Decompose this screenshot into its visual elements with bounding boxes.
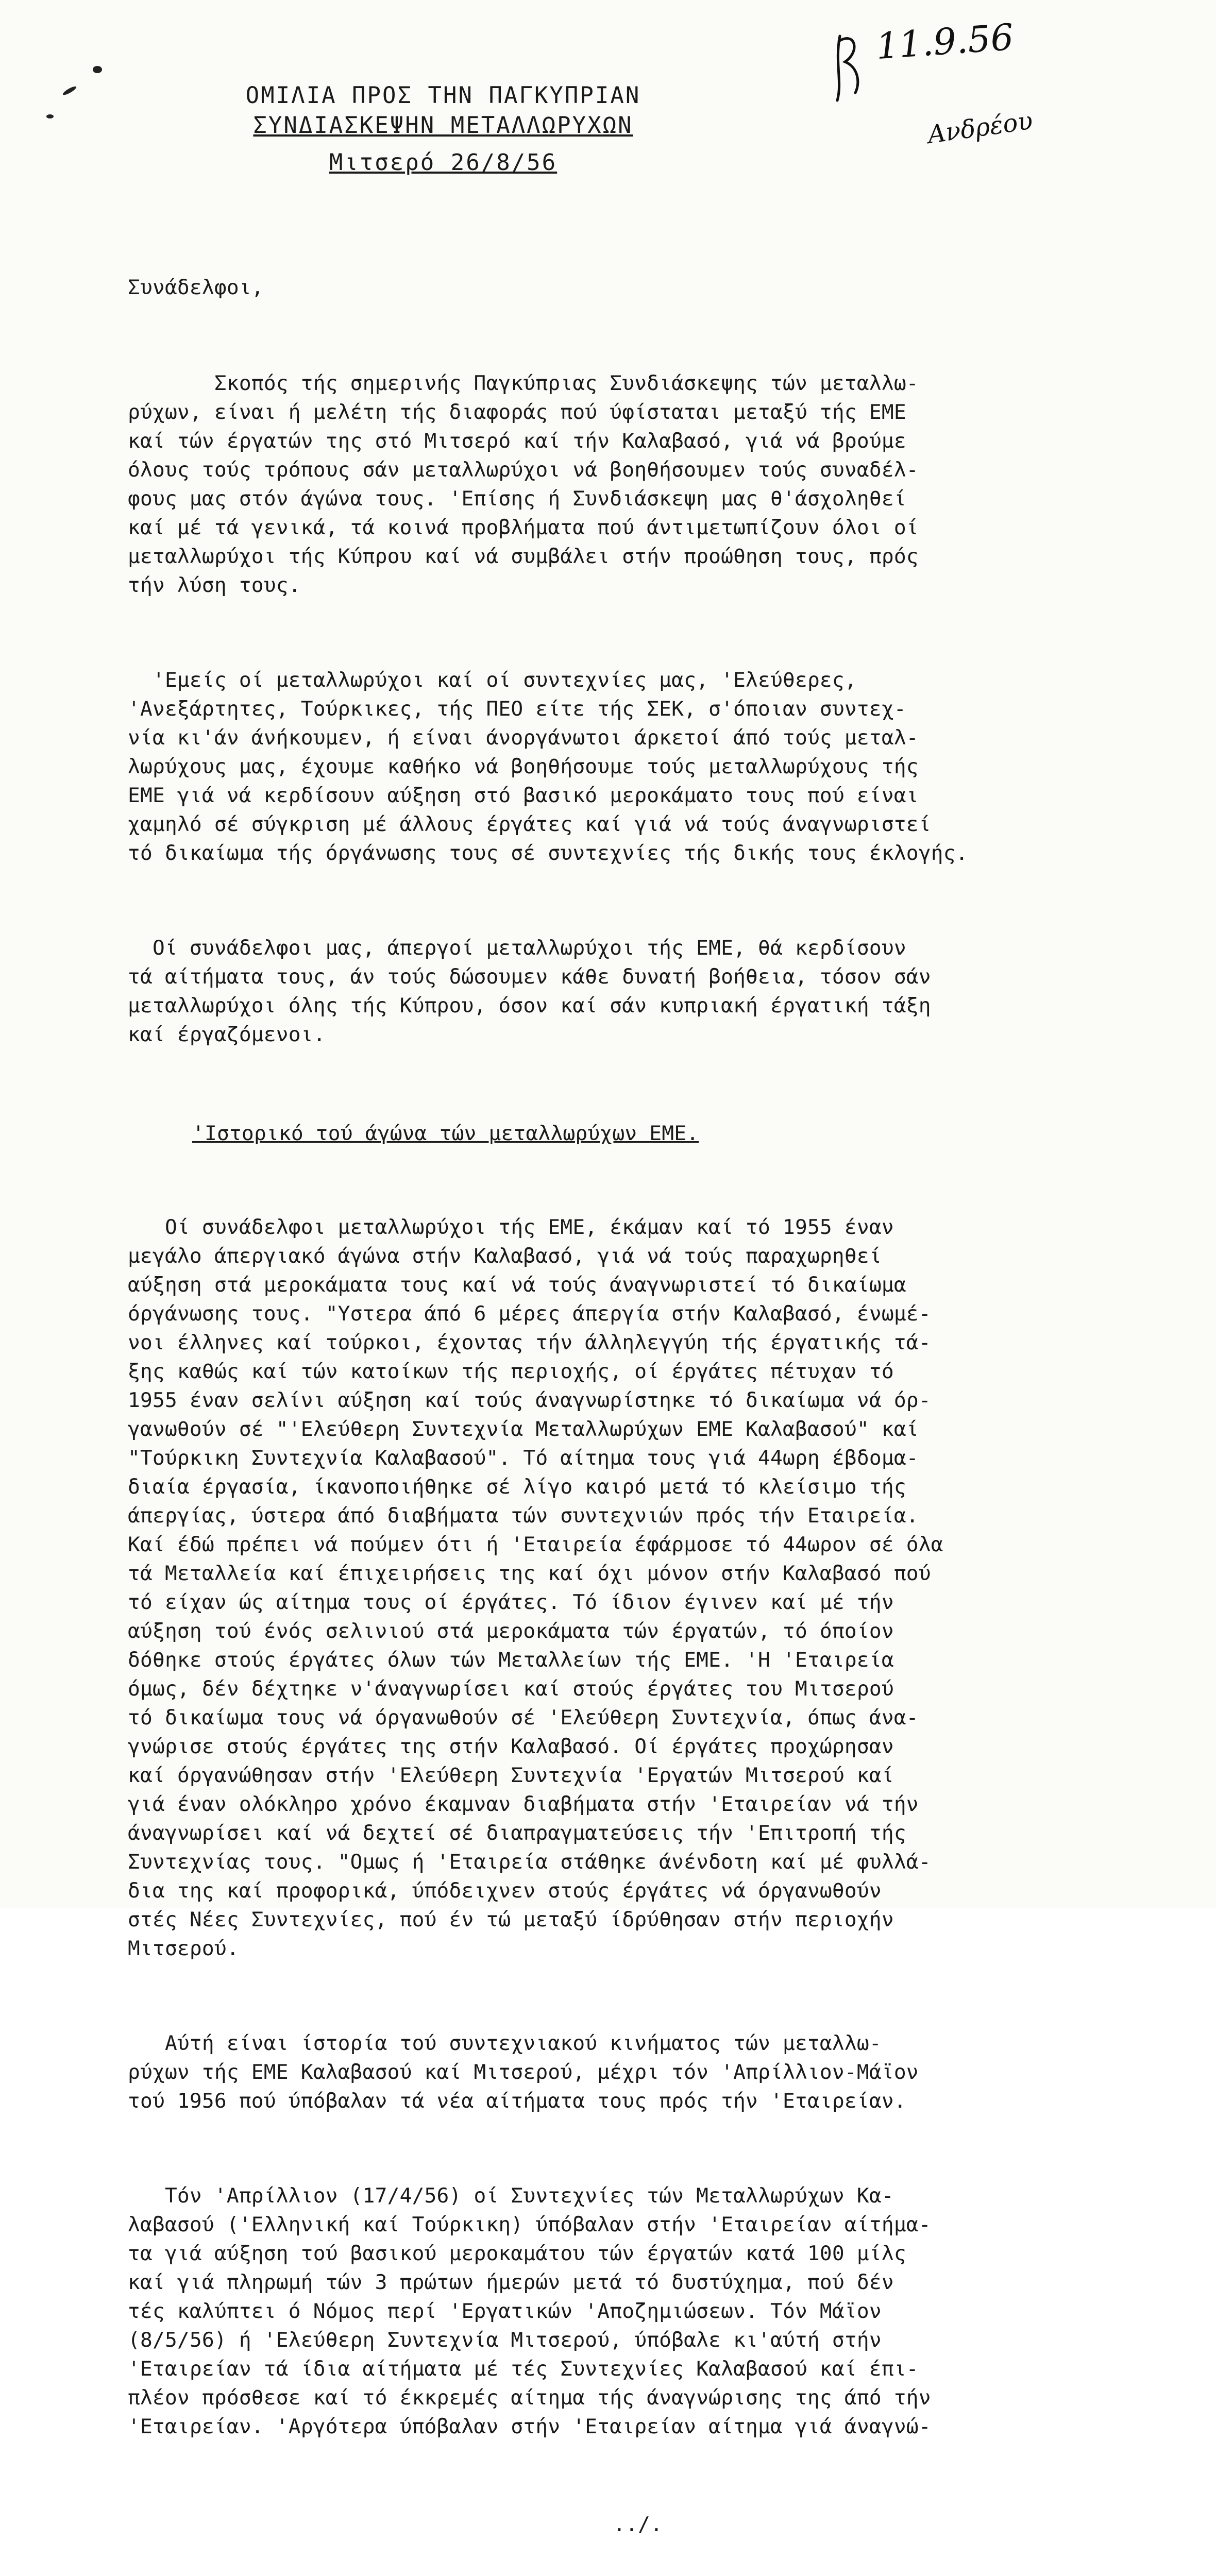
handwritten-initials: Ανδρέου	[926, 106, 1035, 149]
document-title-line-2: ΣΥΝΔΙΑΣΚΕΨΗΝ ΜΕΤΑΛΛΩΡΥΧΩΝ	[253, 112, 633, 139]
paragraph-purpose: Σκοπός τής σημερινής Παγκύπριας Συνδιάσκεψης τών μεταλλω- ρύχων, είναι ή μελέτη τής διαφοράς πού ύφίσταται μεταξύ τής ΕΜΕ καί τών έργατών της στό Μιτσερό καί τήν Καλαβασό, γιά νά βρούμε όλους τούς τρόπους σάν μεταλλωρύχοι νά βοηθήσουμεν τούς συναδέλ- φους μας στόν άγώνα τους. 'Επίσης ή Συνδιάσκεψη μας θ'άσχοληθεί καί μέ τά γενικά, τά κοινά προβλήματα πού άντιμετωπίζουν όλοι οί μεταλλωρύχοι τής Κύπρου καί νά συμβάλει στήν προώθηση τους, πρός τήν λύση τους.	[128, 371, 919, 597]
paragraph-demands: Τόν 'Απρίλλιον (17/4/56) οί Συντεχνίες τών Μεταλλωρύχων Κα- λαβασού ('Ελληνική καί Τούρκικη) ύπόβαλαν στήν 'Εταιρείαν αίτήμα- τα γιά αύξηση τού βασικού μεροκαμάτου τών έργατών κατά 100 μίλς καί γιά πληρωμή τών 3 πρώτων ήμερών μετά τό δυστύχημα, πού δέν τές καλύπτει ό Νόμος περί 'Εργατικών 'Αποζημιώσεων. Τόν Μάϊον (8/5/56) ή 'Ελεύθερη Συντεχνία Μιτσερού, ύπόβαλε κι'αύτή στήν 'Εταιρείαν τά ίδια αίτήματα μέ τές Συντεχνίες Καλαβασού καί έπι- πλέον πρόσθεσε καί τό έκκρεμές αίτημα τής άναγνώρισης της άπό τήν 'Εταιρείαν. 'Αργότερα ύπόβαλαν στήν 'Εταιρείαν αίτημα γιά άναγνώ-	[128, 2184, 931, 2438]
paragraph-summary: Αύτή είναι ίστορία τού συντεχνιακού κινήματος τών μεταλλω- ρύχων τής ΕΜΕ Καλαβασού καί Μιτσερού, μέχρι τόν 'Απρίλλιον-Μάϊον τού 1956 πού ύπόβαλαν τά νέα αίτήματα τους πρός τήν 'Εταιρείαν.	[128, 2031, 919, 2113]
section-heading-history: 'Ιστορικό τού άγώνα τών μεταλλωρύχων ΕΜΕ.	[192, 1122, 699, 1145]
paragraph-duty: 'Εμείς οί μεταλλωρύχοι καί οί συντεχνίες μας, 'Ελεύθερες, 'Ανεξάρτητες, Τούρκικες, τής ΠΕΟ είτε τής ΣΕΚ, σ'όποιαν συντεχ- νία κι'άν άνήκουμεν, ή είναι άνοργάνωτοι άρκετοί άπό τούς μεταλ- λωρύχους μας, έχουμε καθήκο νά βοηθήσουμε τούς μεταλλωρύχους τής ΕΜΕ γιά νά κερδίσουν αύξηση στό βασικό μεροκάματο τους πού είναι χαμηλό σέ σύγκριση μέ άλλους έργάτες καί γιά νά τούς άναγνωριστεί τό δικαίωμα τής όργάνωσης τους σέ συντεχνίες τής δικής τους έκλογής.	[128, 668, 968, 865]
paragraph-history: Οί συνάδελφοι μεταλλωρύχοι τής ΕΜΕ, έκάμαν καί τό 1955 έναν μεγάλο άπεργιακό άγώνα στήν Καλαβασό, γιά νά τούς παραχωρηθεί αύξηση στά μεροκάματα τους καί νά τούς άναγνωριστεί τό δικαίωμα όργάνωσης τους. "Υστερα άπό 6 μέρες άπεργία στήν Καλαβασό, ένωμέ- νοι έλληνες καί τούρκοι, έχοντας τήν άλληλεγγύη τής έργατικής τά- ξης καθώς καί τών κατοίκων τής περιοχής, οί έργάτες πέτυχαν τό 1955 έναν σελίνι αύξηση καί τούς άναγνωρίστηκε τό δικαίωμα νά όρ- γανωθούν σέ "'Ελεύθερη Συντεχνία Μεταλλωρύχων ΕΜΕ Καλαβασού" καί "Τούρκικη Συντεχνία Καλαβασού". Τό αίτημα τους γιά 44ωρη έβδομα- διαία έργασία, ίκανοποιήθηκε σέ λίγο καιρό μετά τό κλείσιμο τής άπεργίας, ύστερα άπό διαβήματα τών συντεχνιών πρός τήν Εταιρεία. Καί έδώ πρέπει νά πούμεν ότι ή 'Εταιρεία έφάρμοσε τό 44ωρον σέ όλα τά Μεταλλεία καί έπιχειρήσεις της καί όχι μόνον στήν Καλαβασό πού τό είχαν ώς αίτημα τους οί έργάτες. Τό ίδιον έγινεν καί μέ τήν αύξηση τού ένός σελινιού στά μεροκάματα τών έργατών, τό όποίον δόθηκε στούς έργάτες όλων τών Μεταλλείων τής ΕΜΕ. 'Η 'Εταιρεία όμως, δέν δέχτηκε ν'άναγνωρίσει καί στούς έργάτες του Μιτσερού τό δικαίωμα τους νά όργανωθούν σέ 'Ελεύθερη Συντεχνία, όπως άνα- γνώρισε στούς έργάτες της στήν Καλαβασό. Οί έργάτες προχώρησαν καί όργανώθησαν στήν 'Ελεύθερη Συντεχνία 'Εργατών Μιτσερού καί γιά έναν ολόκληρο χρόνο έκαμναν διαβήματα στήν 'Εταιρείαν νά τήν άναγνωρίσει καί νά δεχτεί σέ διαπραγματεύσεις τήν 'Επιτροπή τής Συντεχνίας τους. "Ομως ή 'Εταιρεία στάθηκε άνένδοτη καί μέ φυλλά- δια της καί προφορικά, ύπόδειχνεν στούς έργάτες νά όργανωθούν στές Νέες Συντεχνίες, πού έν τώ μεταξύ ίδρύθησαν στήν περιοχήν Μιτσερού.	[128, 1215, 943, 1960]
document-place-date: Μιτσερό 26/8/56	[329, 149, 558, 176]
document-title-line-1: ΟΜΙΛΙΑ ΠΡΟΣ ΤΗΝ ΠΑΓΚΥΠΡΙΑΝ	[245, 82, 641, 109]
handwritten-date: 11.9.56	[874, 15, 1015, 68]
continuation-mark: ../.	[613, 2513, 663, 2536]
paragraph-support: Οί συνάδελφοι μας, άπεργοί μεταλλωρύχοι τής ΕΜΕ, θά κερδίσουν τά αίτήματα τους, άν τούς δώσουμεν κάθε δυνατή βοήθεια, τόσον σάν μεταλλωρύχοι όλης τής Κύπρου, όσον καί σάν κυπριακή έργατική τάξη καί έργαζόμενοι.	[128, 936, 931, 1046]
document-body	[128, 215, 1148, 2576]
ink-speck	[93, 66, 102, 73]
ink-speck	[46, 114, 54, 118]
salutation: Συνάδελφοι,	[128, 276, 264, 299]
handwritten-mark-icon	[830, 31, 866, 103]
